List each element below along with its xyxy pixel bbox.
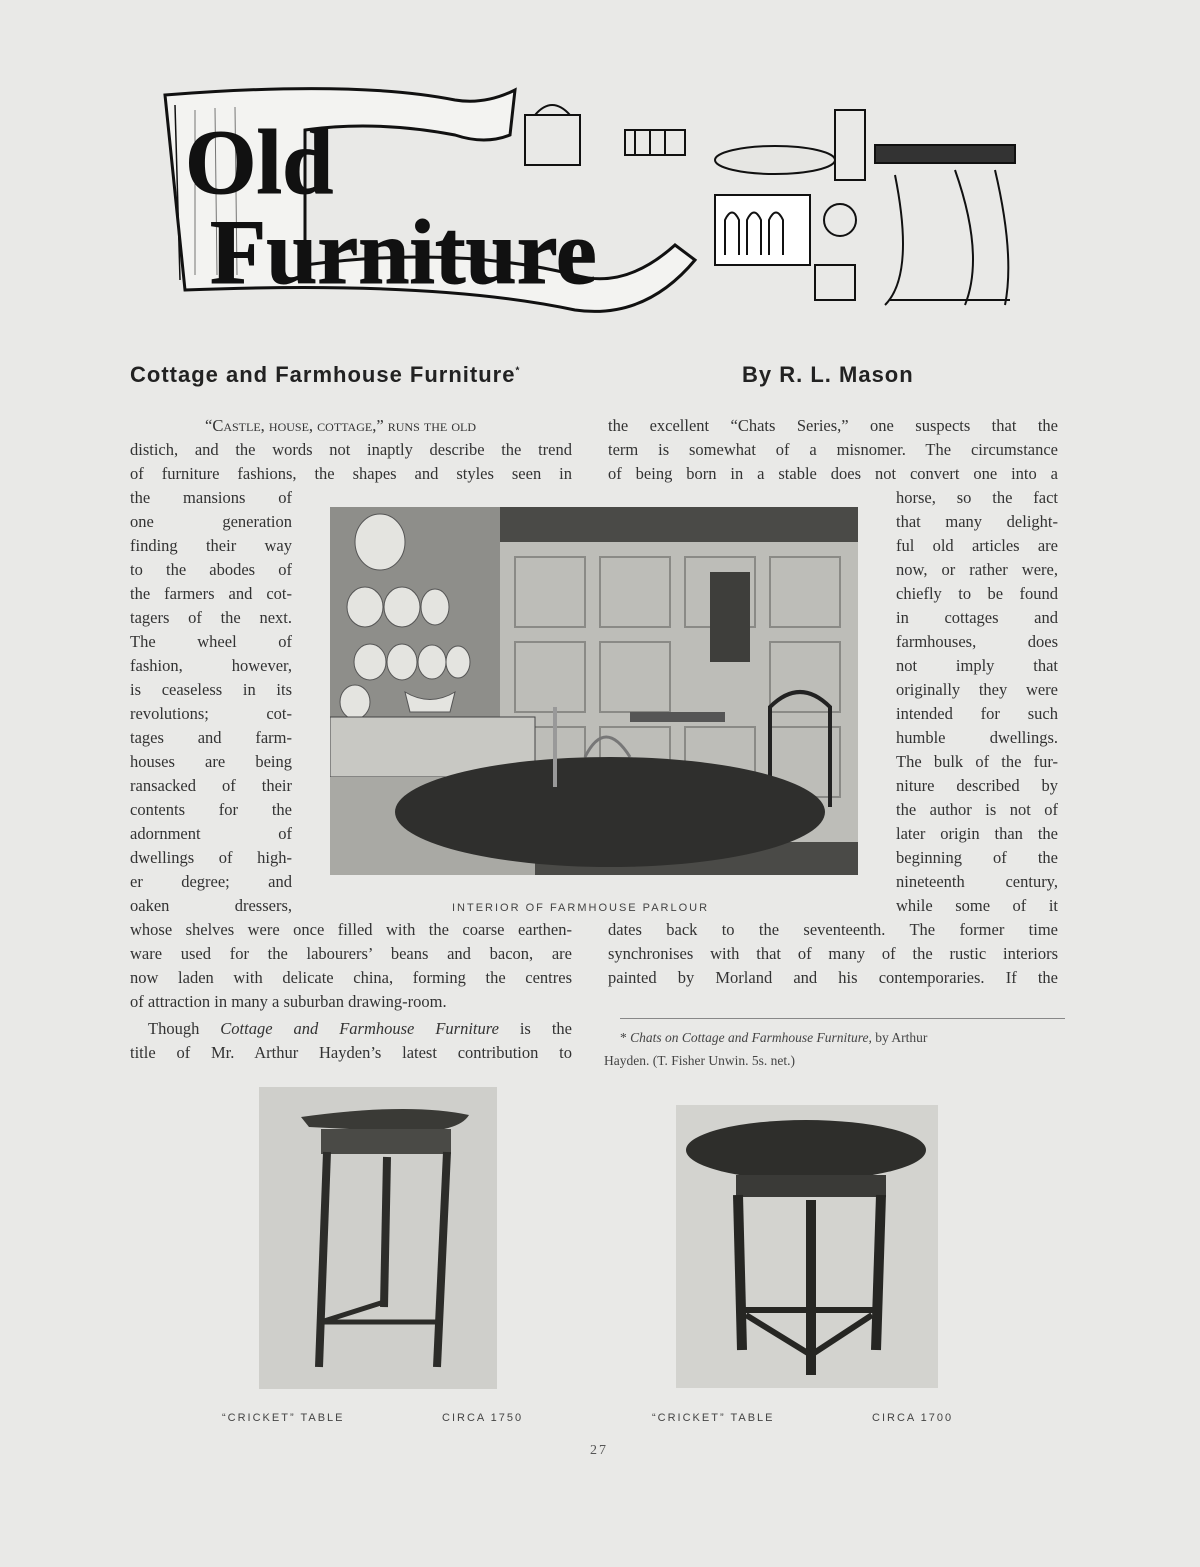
text-line: The bulk of the fur- [896,752,1058,771]
text-line: oaken dressers, [130,896,292,915]
text-line: synchronises with that of many of the rustic interiors [608,944,1058,963]
text-line: is ceaseless in its [130,680,292,699]
text-line: term is somewhat of a misnomer. The circumstance [608,440,1058,459]
text-line: niture described by [896,776,1058,795]
parlour-illustration [330,507,858,875]
text-line: of attraction in many a suburban drawing-room. [130,992,447,1011]
text-line [130,1017,572,1041]
text-line: fashion, however, [130,656,292,675]
text-line: beginning of the [896,848,1058,867]
text-line: dwellings of high- [130,848,292,867]
text-line: finding their way [130,536,292,555]
cricket-table-1750-illustration [259,1087,497,1389]
header-banner [155,75,1025,330]
text-line: er degree; and [130,872,292,891]
text-line: title of Mr. Arthur Hayden’s latest contribution to [130,1043,572,1062]
text-line: that many delight- [896,512,1058,531]
cricket-table-1700-date: CIRCA 1700 [872,1412,954,1424]
article-title-text: Cottage and Farmhouse Furniture [130,362,516,387]
book-title: Cottage and Farmhouse Furniture [220,1019,499,1038]
text-line: now laden with delicate china, forming the centres [130,968,572,987]
text-line: painted by Morland and his contemporaries. If the [608,968,1058,987]
banner-title-old: Old [185,111,334,213]
article-byline: By R. L. Mason [742,362,914,387]
text-line: whose shelves were once filled with the coarse earthen- [130,920,572,939]
text-line: horse, so the fact [896,488,1058,507]
text-line: later origin than the [896,824,1058,843]
cricket-table-1700-illustration [676,1105,938,1388]
text-line: The wheel of [130,632,292,651]
text-line: in cottages and [896,608,1058,627]
banner-title-furniture: Furniture [210,201,597,303]
text-line: now, or rather were, [896,560,1058,579]
cricket-table-1750-label: “CRICKET” TABLE [222,1412,345,1424]
text-line: farmhouses, does [896,632,1058,651]
cricket-table-1700-label: “CRICKET” TABLE [652,1412,775,1424]
text-line: while some of it [896,896,1058,915]
title-footnote-marker: * [515,365,521,377]
text-line: revolutions; cot- [130,704,292,723]
text-line: “Castle, house, cottage,” runs the old [205,416,477,435]
text-line: the author is not of [896,800,1058,819]
text-line: ransacked of their [130,776,292,795]
text-line: nineteenth century, [896,872,1058,891]
text-line: intended for such [896,704,1058,723]
text-line: to the abodes of [130,560,292,579]
parlour-caption: INTERIOR OF FARMHOUSE PARLOUR [452,902,710,914]
para2-line1: Though Cottage and Farmhouse Furniture is the [148,1019,572,1038]
footnote-title: Chats on Cottage and Farmhouse Furniture, [630,1030,872,1045]
text-line: houses are being [130,752,292,771]
text-line: tagers of the next. [130,608,292,627]
text-line: chiefly to be found [896,584,1058,603]
footnote-marker: * [620,1030,627,1045]
text-line: dates back to the seventeenth. The former time [608,920,1058,939]
text-line: the mansions of [130,488,292,507]
footnote-author: by Arthur [875,1030,928,1045]
text-line: adornment of [130,824,292,843]
cricket-table-1700-photo [676,1105,938,1388]
footnote [620,1030,927,1046]
footnote-line2: Hayden. (T. Fisher Unwin. 5s. net.) [604,1053,795,1068]
text-line: of being born in a stable does not convert one into a [608,464,1058,483]
text-line: distich, and the words not inaptly describe the trend [130,440,572,459]
cricket-table-1750-date: CIRCA 1750 [442,1412,524,1424]
text-line: tages and farm- [130,728,292,747]
text-line: not imply that [896,656,1058,675]
page-number: 27 [590,1443,608,1458]
narrow-column-left [130,486,292,918]
narrow-column-right [896,486,1058,918]
banner-illustration [155,75,1025,330]
text-line: originally they were [896,680,1058,699]
article-title [130,362,520,388]
text-line: the excellent “Chats Series,” one suspects that the [608,416,1058,435]
footnote-rule [620,1018,1065,1019]
text-line: of furniture fashions, the shapes and styles seen in [130,464,572,483]
text-line: one generation [130,512,292,531]
text-line: humble dwellings. [896,728,1058,747]
text-line: ware used for the labourers’ beans and bacon, are [130,944,572,963]
cricket-table-1750-photo [259,1087,497,1389]
text-line: the farmers and cot- [130,584,292,603]
text-line: contents for the [130,800,292,819]
parlour-photo [330,507,858,875]
text-line: ful old articles are [896,536,1058,555]
